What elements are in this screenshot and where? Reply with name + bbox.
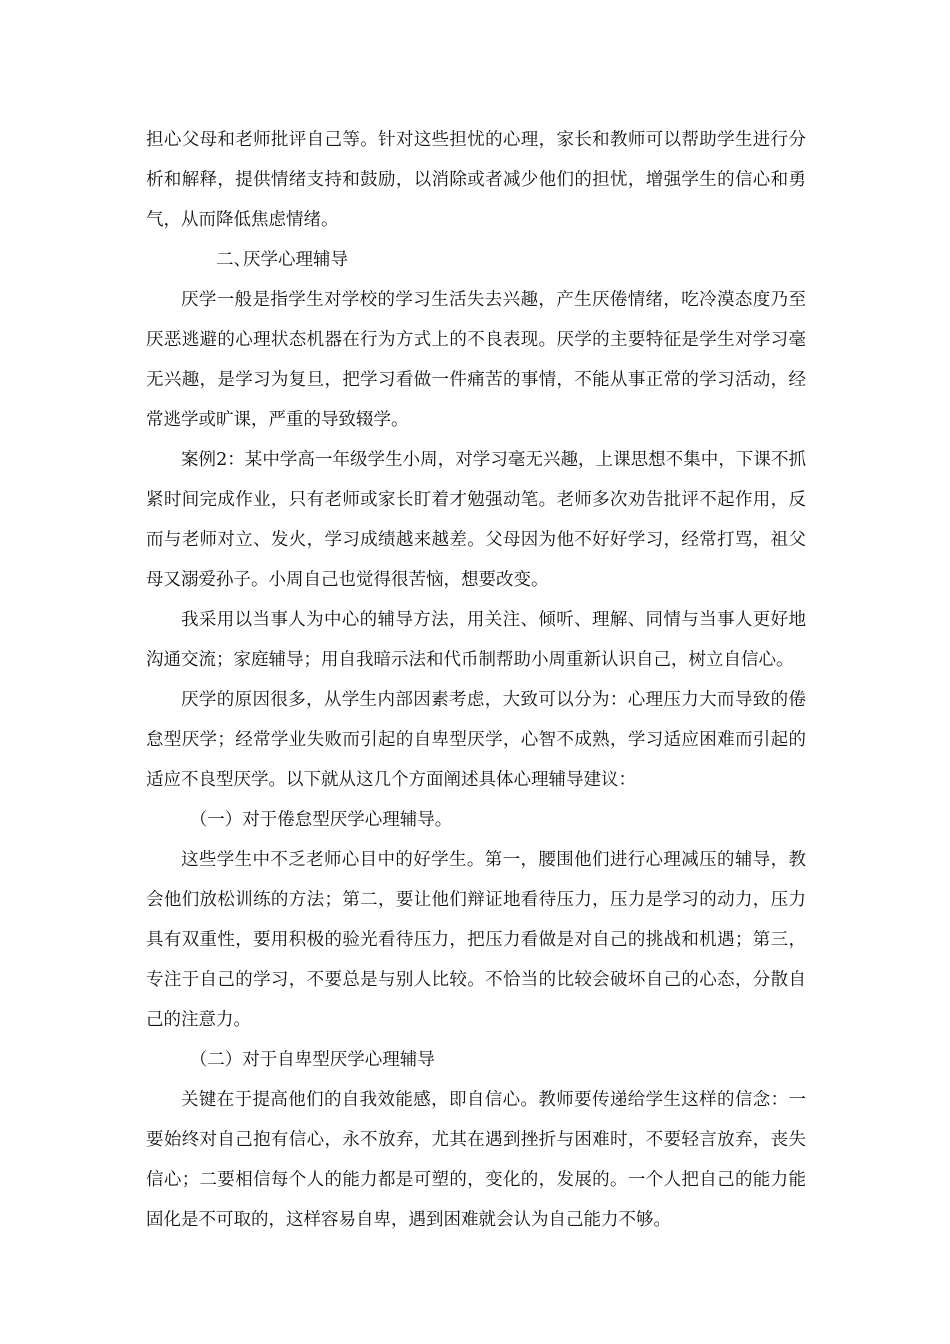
paragraph-continued: 担心父母和老师批评自己等。针对这些担忧的心理，家长和教师可以帮助学生进行分析和解释，提供情绪支持和鼓励，以消除或者减少他们的担忧，增强学生的信心和勇气，从而降低焦虑情绪。	[146, 130, 806, 230]
paragraph-definition: 厌学一般是指学生对学校的学习生活失去兴趣，产生厌倦情绪，吃冷漠态度乃至厌恶逃避的心理状态机器在行为方式上的不良表现。厌学的主要特征是学生对学习毫无兴趣，是学习为复旦，把学习看做一件痛苦的事情，不能从事正常的学习活动，经常逃学或旷课，严重的导致辍学。	[146, 290, 806, 430]
paragraph-burnout-advice: 这些学生中不乏老师心目中的好学生。第一，腰围他们进行心理减压的辅导，教会他们放松训练的方法；第二，要让他们辩证地看待压力，压力是学习的动力，压力具有双重性，要用积极的验光看待压力，把压力看做是对自己的挑战和机遇；第三，专注于自己的学习，不要总是与别人比较。不恰当的比较会破坏自己的心态，分散自己的注意力。	[146, 850, 806, 1030]
document-page	[146, 120, 806, 1240]
section-number: 二、	[216, 250, 251, 270]
paragraph-causes: 厌学的原因很多，从学生内部因素考虑，大致可以分为：心理压力大而导致的倦怠型厌学；经常学业失败而引起的自卑型厌学，心智不成熟，学习适应困难而引起的适应不良型厌学。以下就从这几个方面阐述具体心理辅导建议：	[146, 690, 806, 790]
paragraph-method: 我采用以当事人为中心的辅导方法，用关注、倾听、理解、同情与当事人更好地沟通交流；家庭辅导；用自我暗示法和代币制帮助小周重新认识自己，树立自信心。	[146, 610, 806, 670]
subheading-1: （一）对于倦怠型厌学心理辅导。	[189, 810, 453, 830]
paragraph-case-2: 案例2：某中学高一年级学生小周，对学习毫无兴趣，上课思想不集中，下课不抓紧时间完成作业，只有老师或家长盯着才勉强动笔。老师多次劝告批评不起作用，反而与老师对立、发火，学习成绩越来越差。父母因为他不好好学习，经常打骂，祖父母又溺爱孙子。小周自己也觉得很苦恼，想要改变。	[146, 450, 806, 590]
section-title: 厌学心理辅导	[243, 250, 348, 270]
section-heading-2	[146, 240, 806, 280]
subheading-2: （二）对于自卑型厌学心理辅导	[189, 1050, 435, 1070]
paragraph-confidence-advice: 关键在于提高他们的自我效能感，即自信心。教师要传递给学生这样的信念：一要始终对自己抱有信心，永不放弃，尤其在遇到挫折与困难时，不要轻言放弃，丧失信心；二要相信每个人的能力都是可塑的，变化的，发展的。一个人把自己的能力能固化是不可取的，这样容易自卑，遇到困难就会认为自己能力不够。	[146, 1090, 806, 1230]
